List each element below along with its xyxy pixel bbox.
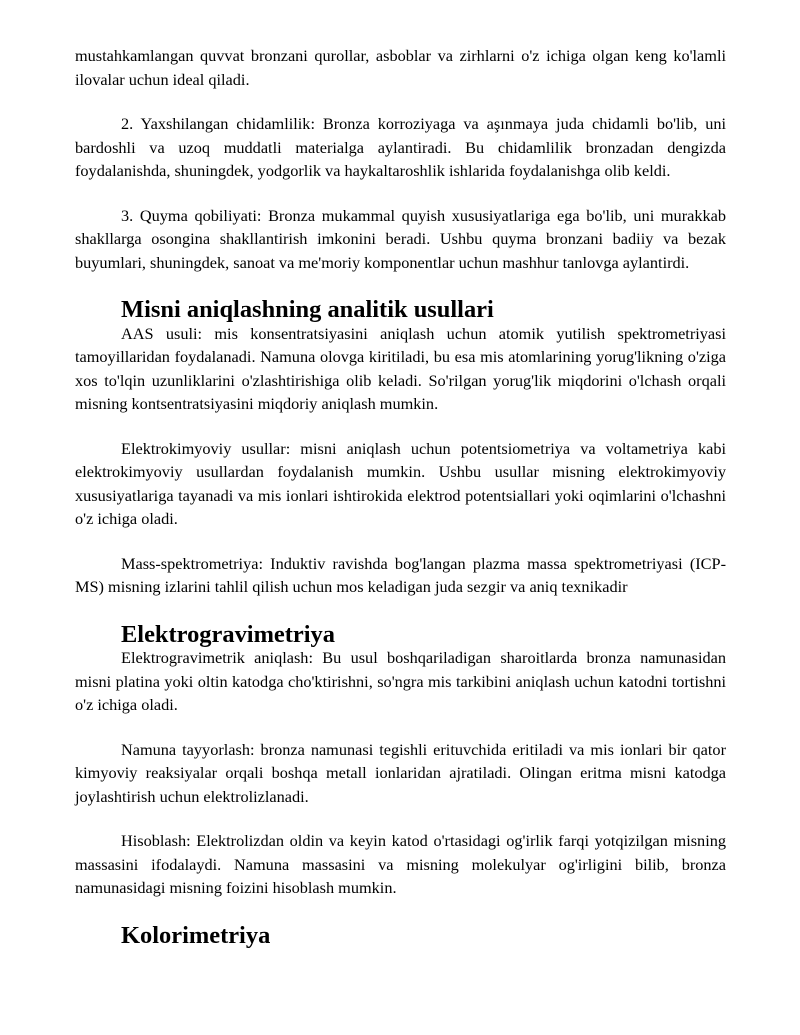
paragraph-gap xyxy=(75,91,726,112)
section-gap xyxy=(75,599,726,623)
paragraph-electrogravimetric-determination: Elektrogravimetrik aniqlash: Bu usul boshqariladigan sharoitlarda bronza namunasidan misni platina yoki oltin katodga cho'ktirishni, so'ngra mis tarkibini aniqlash uchun katodni tortishni o'z ichiga oladi. xyxy=(75,648,726,714)
paragraph-electrochemical-methods: Elektrokimyoviy usullar: misni aniqlash uchun potentsiometriya va voltametriya kabi elektrokimyoviy usullardan foydalanish mumkin. Ushbu usullar misning elektrokimyoviy xususiyatlariga tayanadi va mis ionlari ishtirokida elektrod potentsiallari yoki oqimlarini o'lchashni o'z ichiga oladi. xyxy=(75,438,726,528)
paragraph-bronze-strength-continued: mustahkamlangan quvvat bronzani qurollar, asboblar va zirhlarni o'z ichiga olgan keng ko'lamli ilovalar uchun ideal qiladi. xyxy=(75,46,726,89)
paragraph-gap xyxy=(75,808,726,829)
paragraph-castability: 3. Quyma qobiliyati: Bronza mukammal quyish xususiyatlariga ega bo'lib, uni murakkab shakllarga osongina shakllantirish imkonini beradi. Ushbu quyma bronzani badiiy va bezak buyumlari, shuningdek, sanoat va me'moriy komponentlar uchun mashhur tanlovga aylantirdi. xyxy=(75,205,726,272)
paragraph-gap xyxy=(75,717,726,738)
heading-colorimetry: Kolorimetriya xyxy=(121,921,271,949)
document-page xyxy=(75,44,726,947)
paragraph-calculation: Hisoblash: Elektrolizdan oldin va keyin katod o'rtasidagi og'irlik farqi yotqizilgan misning massasini ifodalaydi. Namuna massasini va misning molekulyar og'irligini bilib, bronza namunasidagi misning foizini hisoblash mumkin. xyxy=(75,831,726,897)
paragraph-gap xyxy=(75,531,726,552)
section-gap xyxy=(75,900,726,924)
heading-electrogravimetry: Elektrogravimetriya xyxy=(121,620,335,648)
paragraph-mass-spectrometry: Mass-spektrometriya: Induktiv ravishda bog'langan plazma massa spektrometriyasi (ICP-MS) misning izlarini tahlil qilish uchun mos keladigan juda sezgir va aniq texnikadir xyxy=(75,553,726,596)
paragraph-gap xyxy=(75,416,726,437)
section-gap xyxy=(75,274,726,298)
heading-analytical-methods: Misni aniqlashning analitik usullari xyxy=(121,296,494,323)
paragraph-sample-preparation: Namuna tayyorlash: bronza namunasi tegishli erituvchida eritiladi va mis ionlari bir qator kimyoviy reaksiyalar orqali boshqa metall ionlaridan ajratiladi. Olingan eritma misni katodga joylashtirish uchun elektrolizlanadi. xyxy=(75,739,726,806)
paragraph-improved-durability: 2. Yaxshilangan chidamlilik: Bronza korroziyaga va aşınmaya juda chidamli bo'lib, uni bardoshli va uzoq muddatli materialga aylantiradi. Bu chidamlilik bronzadan dengizda foydalanishda, shuningdek, yodgorlik va haykaltaroshlik ishlarida foydalanishga olib keldi. xyxy=(75,114,726,180)
paragraph-aas-method: AAS usuli: mis konsentratsiyasini aniqlash uchun atomik yutilish spektrometriyasi tamoyillaridan foydalanadi. Namuna olovga kiritiladi, bu esa mis atomlarining yorug'likning o'ziga xos to'lqin uzunliklarini o'zlashtirishiga olib keladi. So'rilgan yorug'lik miqdorini o'lchash orqali misning kontsentratsiyasini miqdoriy aniqlash mumkin. xyxy=(75,323,726,413)
paragraph-gap xyxy=(75,183,726,204)
